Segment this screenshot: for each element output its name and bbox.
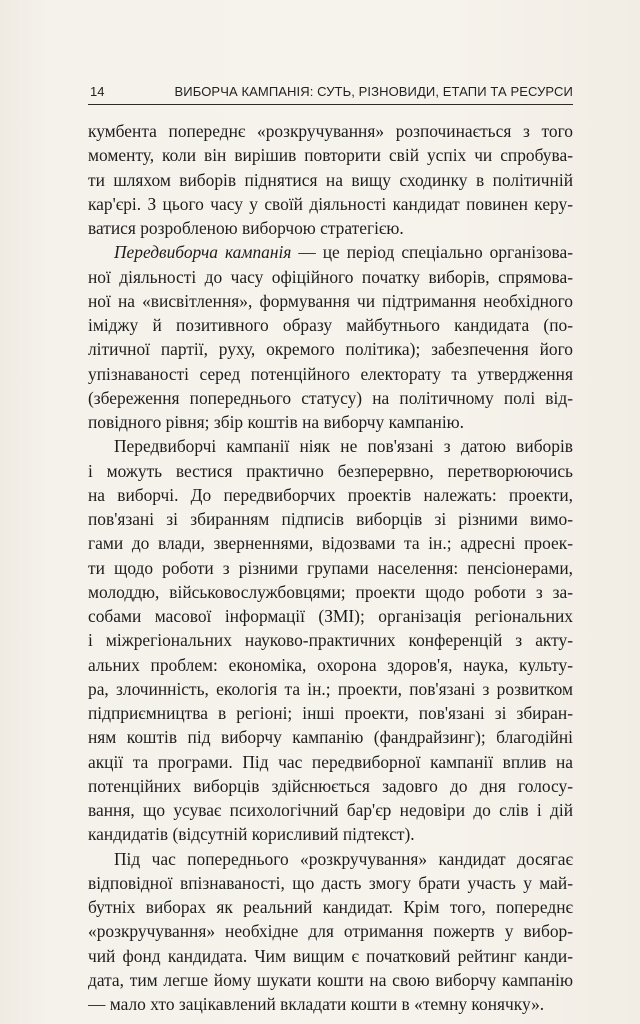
text-line	[88, 240, 573, 264]
line-text: пов'язані зі збиранням підписів виборців зі різними вимо-	[88, 509, 573, 529]
text-line	[88, 168, 573, 192]
line-text: упізнаваності серед потенційного електорату та утвердження	[88, 363, 573, 384]
text-line	[88, 337, 573, 361]
text-line	[88, 992, 573, 1016]
text-line	[88, 216, 573, 240]
line-text: кар'єрі. З цього часу у своїй діяльності кандидат повинен керу-	[88, 193, 573, 214]
line-text: Передвиборчі кампанії ніяк не пов'язані з датою виборів	[114, 436, 573, 457]
text-line	[88, 434, 573, 458]
line-text: ра, злочинність, екологія та ін.; проекти, пов'язані з розвитком	[88, 678, 573, 699]
line-text: — це період спеціально організова-	[291, 242, 573, 263]
line-text: кумбента попереднє «розкручування» розпочинається з того	[88, 121, 573, 141]
text-line	[88, 774, 573, 798]
line-text: гами до влади, зверненнями, відозвами та ін.; адресні проек-	[88, 533, 573, 554]
text-line	[88, 677, 573, 701]
text-line	[88, 483, 573, 507]
line-text: дата, тим легше йому шукати кошти на свою виборчу кампанію	[88, 969, 573, 990]
line-text: на виборчі. До передвиборчих проектів належать: проекти,	[88, 484, 573, 505]
text-line	[88, 507, 573, 531]
text-line	[88, 725, 573, 749]
line-text: акції та програми. Під час передвиборної кампанії вплив на	[88, 751, 573, 772]
text-line	[88, 531, 573, 555]
text-line	[88, 556, 573, 580]
line-text: Під час попереднього «розкручування» кандидат досягає	[114, 848, 573, 869]
line-text: молоддю, військовослужбовцями; проекти щодо роботи з за-	[88, 581, 573, 602]
text-line	[88, 386, 573, 410]
line-text: і можуть вестися практично безперервно, перетворюючись	[88, 460, 573, 481]
text-line	[88, 895, 573, 919]
text-line	[88, 701, 573, 725]
text-line	[88, 628, 573, 652]
line-text: і міжрегіональних науково-практичних конференцій з акту-	[88, 630, 573, 651]
text-line	[88, 968, 573, 992]
text-line	[88, 944, 573, 968]
line-text: іміджу й позитивного образу майбутнього кандидата (по-	[88, 315, 573, 335]
text-line	[88, 604, 573, 628]
line-text: повідного рівня; збір коштів на виборчу кампанію.	[88, 412, 464, 432]
line-text: ної діяльності до часу офіційного початку виборів, спрямова-	[88, 266, 573, 287]
text-line	[88, 871, 573, 895]
text-line	[88, 143, 573, 167]
line-text: відповідної впізнаваності, що дасть змогу брати участь у май-	[88, 872, 573, 893]
line-text: літичної партії, руху, окремого політика); забезпечення його	[88, 339, 573, 360]
body-text	[88, 119, 573, 1016]
text-line	[88, 750, 573, 774]
text-line	[88, 459, 573, 483]
line-text: (збереження попереднього статусу) на політичному полі від-	[88, 387, 573, 408]
text-line	[88, 653, 573, 677]
line-text: бутніх виборах як реальний кандидат. Крім того, попереднє	[88, 897, 573, 917]
line-text: ням коштів під виборчу кампанію (фандрайзинг); благодійні	[88, 727, 573, 748]
line-text: моменту, коли він вирішив повторити свій успіх чи спробува-	[88, 145, 573, 166]
text-line	[88, 919, 573, 943]
line-text: альних проблем: економіка, охорона здоров'я, наука, культу-	[88, 654, 573, 675]
line-text: потенційних виборців здійснюється задовго до дня голосу-	[88, 775, 573, 796]
italic-term: Передвиборча кампанія	[114, 242, 292, 263]
section-title: ВИБОРЧА КАМПАНІЯ: СУТЬ, РІЗНОВИДИ, ЕТАПИ ТА РЕСУРСИ	[174, 84, 573, 99]
text-line	[88, 410, 573, 434]
text-line	[88, 580, 573, 604]
line-text: собами масової інформації (ЗМІ); організація регіональних	[88, 606, 573, 626]
text-line	[88, 847, 573, 871]
text-line	[88, 313, 573, 337]
running-head	[88, 82, 573, 105]
line-text: кандидатів (відсутній корисливий підтекст).	[88, 824, 415, 845]
line-text: ватися розробленою виборчою стратегією.	[88, 218, 404, 238]
text-line	[88, 289, 573, 313]
text-line	[88, 822, 573, 846]
line-text: — мало хто зацікавлений вкладати кошти в «темну конячку».	[88, 994, 545, 1014]
line-text: підприємництва в регіоні; інші проекти, пов'язані зі збиран-	[88, 703, 573, 723]
line-text: вання, що усуває психологічний бар'єр недовіри до слів і дій	[88, 800, 573, 820]
text-line	[88, 798, 573, 822]
page-number: 14	[90, 84, 105, 99]
text-line	[88, 265, 573, 289]
line-text: «розкручування» необхідне для отримання пожертв у вибор-	[88, 921, 573, 942]
text-line	[88, 362, 573, 386]
text-line	[88, 119, 573, 143]
line-text: ти шляхом виборів піднятися на вищу сходинку в політичній	[88, 169, 573, 190]
line-text: чий фонд кандидата. Чим вищим є початковий рейтинг канди-	[88, 945, 573, 966]
text-line	[88, 192, 573, 216]
line-text: ної на «висвітлення», формування чи підтримання необхідного	[88, 290, 573, 311]
line-text: ти щодо роботи з різними групами населення: пенсіонерами,	[88, 557, 573, 578]
